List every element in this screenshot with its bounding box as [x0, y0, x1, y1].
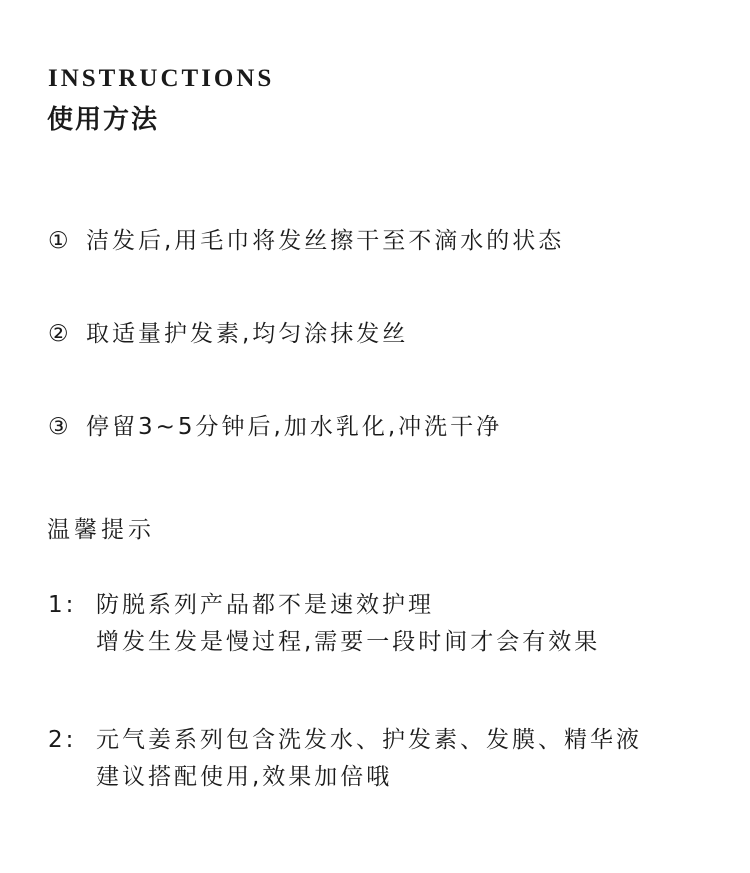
title-chinese: 使用方法 [47, 105, 160, 135]
step-item-3 [48, 410, 502, 444]
tip-lines [96, 587, 600, 661]
tip-line: 建议搭配使用,效果加倍哦 [96, 764, 393, 790]
step-item-1 [48, 224, 564, 258]
tip-line: 增发生发是慢过程,需要一段时间才会有效果 [96, 629, 601, 655]
step-number: ③ [48, 414, 72, 440]
tips-title: 温馨提示 [47, 517, 155, 543]
tip-number: 2: [48, 727, 77, 753]
step-text: 停留3~5分钟后,加水乳化,冲洗干净 [86, 414, 503, 440]
tip-line: 防脱系列产品都不是速效护理 [96, 592, 434, 618]
step-item-2 [48, 317, 408, 351]
tip-lines [96, 722, 642, 796]
step-text: 取适量护发素,均匀涂抹发丝 [86, 321, 409, 347]
tip-number: 1: [48, 592, 77, 618]
step-text: 洁发后,用毛巾将发丝擦干至不滴水的状态 [86, 228, 565, 254]
step-number: ① [48, 228, 72, 254]
title-english: INSTRUCTIONS [48, 65, 275, 92]
step-number: ② [48, 321, 72, 347]
tip-line: 元气姜系列包含洗发水、护发素、发膜、精华液 [96, 727, 642, 753]
